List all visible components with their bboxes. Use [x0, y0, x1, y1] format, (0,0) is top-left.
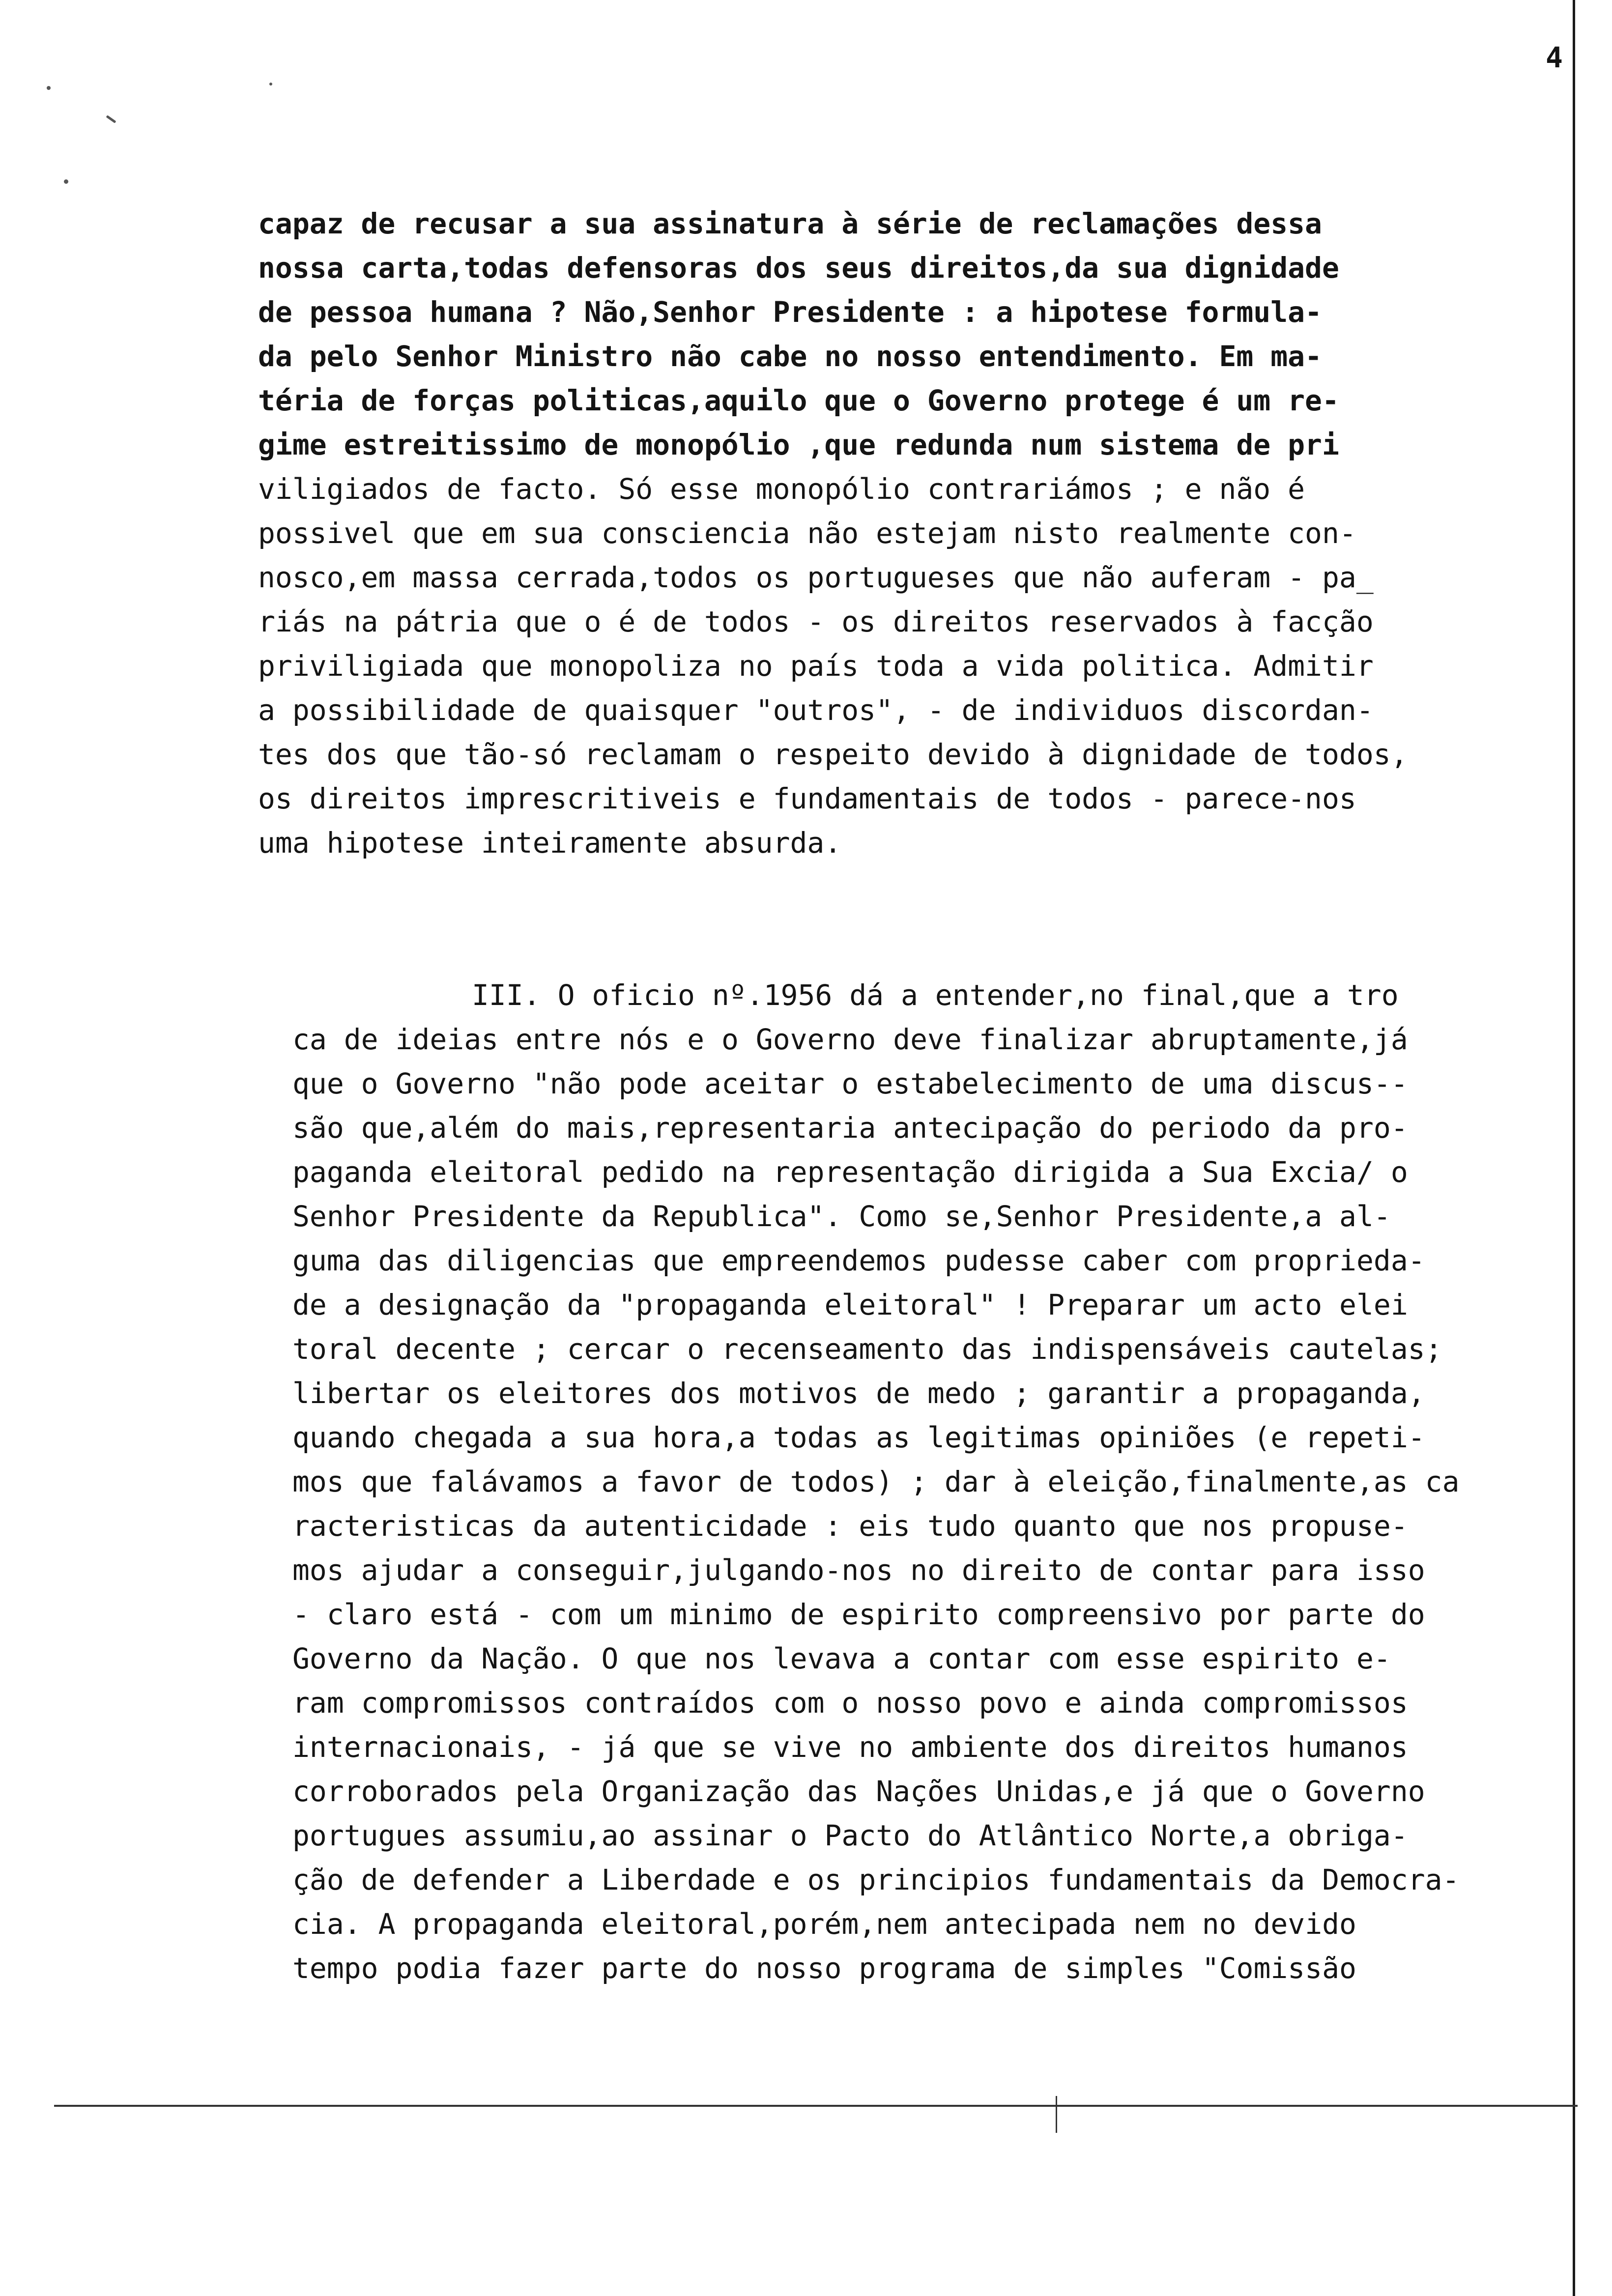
text-line: guma das diligencias que empreendemos pudesse caber com proprieda- [292, 1244, 1425, 1277]
text-line: Governo da Nação. O que nos levava a contar com esse espirito e- [292, 1642, 1391, 1675]
bottom-rule [54, 2105, 1578, 2107]
text-line: corroborados pela Organização das Nações Unidas,e já que o Governo [292, 1775, 1425, 1808]
text-line: téria de forças politicas,aquilo que o Governo protege é um re- [258, 384, 1339, 417]
text-line: gime estreitissimo de monopólio ,que redunda num sistema de pri [258, 428, 1339, 461]
scan-speck [47, 86, 51, 90]
bottom-tick [1056, 2096, 1057, 2133]
text-line: quando chegada a sua hora,a todas as legitimas opiniões (e repeti- [292, 1421, 1425, 1454]
text-line: viligiados de facto. Só esse monopólio contrariámos ; e não é [258, 472, 1305, 506]
text-line: libertar os eleitores dos motivos de medo ; garantir a propaganda, [292, 1377, 1425, 1410]
paragraph-1 [258, 201, 1408, 865]
text-line: nosco,em massa cerrada,todos os portugueses que não auferam - pa_ [258, 561, 1374, 594]
text-line: da pelo Senhor Ministro não cabe no nosso entendimento. Em ma- [258, 340, 1322, 373]
text-line: tempo podia fazer parte do nosso programa de simples "Comissão [292, 1952, 1356, 1985]
text-line: tes dos que tão-só reclamam o respeito devido à dignidade de todos, [258, 738, 1408, 771]
text-line: ção de defender a Liberdade e os principios fundamentais da Democra- [292, 1863, 1460, 1896]
text-line: a possibilidade de quaisquer "outros", - de individuos discordan- [258, 693, 1374, 727]
text-line: que o Governo "não pode aceitar o estabelecimento de uma discus-- [292, 1067, 1408, 1100]
scan-speck [64, 179, 68, 184]
page-number: 4 [1546, 41, 1563, 74]
text-line: capaz de recusar a sua assinatura à série de reclamações dessa [258, 207, 1322, 240]
text-line: de pessoa humana ? Não,Senhor Presidente : a hipotese formula- [258, 295, 1322, 329]
text-line: possivel que em sua consciencia não estejam nisto realmente con- [258, 517, 1356, 550]
text-line: os direitos imprescritiveis e fundamentais de todos - parece-nos [258, 782, 1356, 815]
text-line: uma hipotese inteiramente absurda. [258, 826, 842, 860]
text-line: mos ajudar a conseguir,julgando-nos no direito de contar para isso [292, 1553, 1425, 1587]
text-line: priviligiada que monopoliza no país toda a vida politica. Admitir [258, 649, 1374, 683]
text-line: de a designação da "propaganda eleitoral" ! Preparar um acto elei [292, 1288, 1408, 1321]
text-line: III. O oficio nº.1956 dá a entender,no final,que a tro [472, 978, 1399, 1012]
text-line: ram compromissos contraídos com o nosso povo e ainda compromissos [292, 1686, 1408, 1720]
text-line: internacionais, - já que se vive no ambiente dos direitos humanos [292, 1730, 1408, 1764]
text-line: ca de ideias entre nós e o Governo deve finalizar abruptamente,já [292, 1023, 1408, 1056]
paragraph-2 [292, 973, 1460, 1990]
text-line: mos que falávamos a favor de todos) ; dar à eleição,finalmente,as ca [292, 1465, 1460, 1498]
scan-speck [269, 83, 272, 86]
right-margin-rule [1573, 0, 1575, 2296]
text-line: nossa carta,todas defensoras dos seus direitos,da sua dignidade [258, 251, 1339, 285]
text-line: toral decente ; cercar o recenseamento das indispensáveis cautelas; [292, 1332, 1442, 1366]
text-line: cia. A propaganda eleitoral,porém,nem antecipada nem no devido [292, 1907, 1356, 1941]
text-line: - claro está - com um minimo de espirito compreensivo por parte do [292, 1598, 1425, 1631]
text-line: riás na pátria que o é de todos - os direitos reservados à facção [258, 605, 1374, 638]
text-line: portugues assumiu,ao assinar o Pacto do Atlântico Norte,a obriga- [292, 1819, 1408, 1852]
text-line: são que,além do mais,representaria antecipação do periodo da pro- [292, 1111, 1408, 1145]
text-line: paganda eleitoral pedido na representação dirigida a Sua Excia/ o [292, 1155, 1408, 1189]
scan-speck [106, 115, 116, 123]
text-line: racteristicas da autenticidade : eis tudo quanto que nos propuse- [292, 1509, 1408, 1543]
text-line: Senhor Presidente da Republica". Como se,Senhor Presidente,a al- [292, 1200, 1391, 1233]
